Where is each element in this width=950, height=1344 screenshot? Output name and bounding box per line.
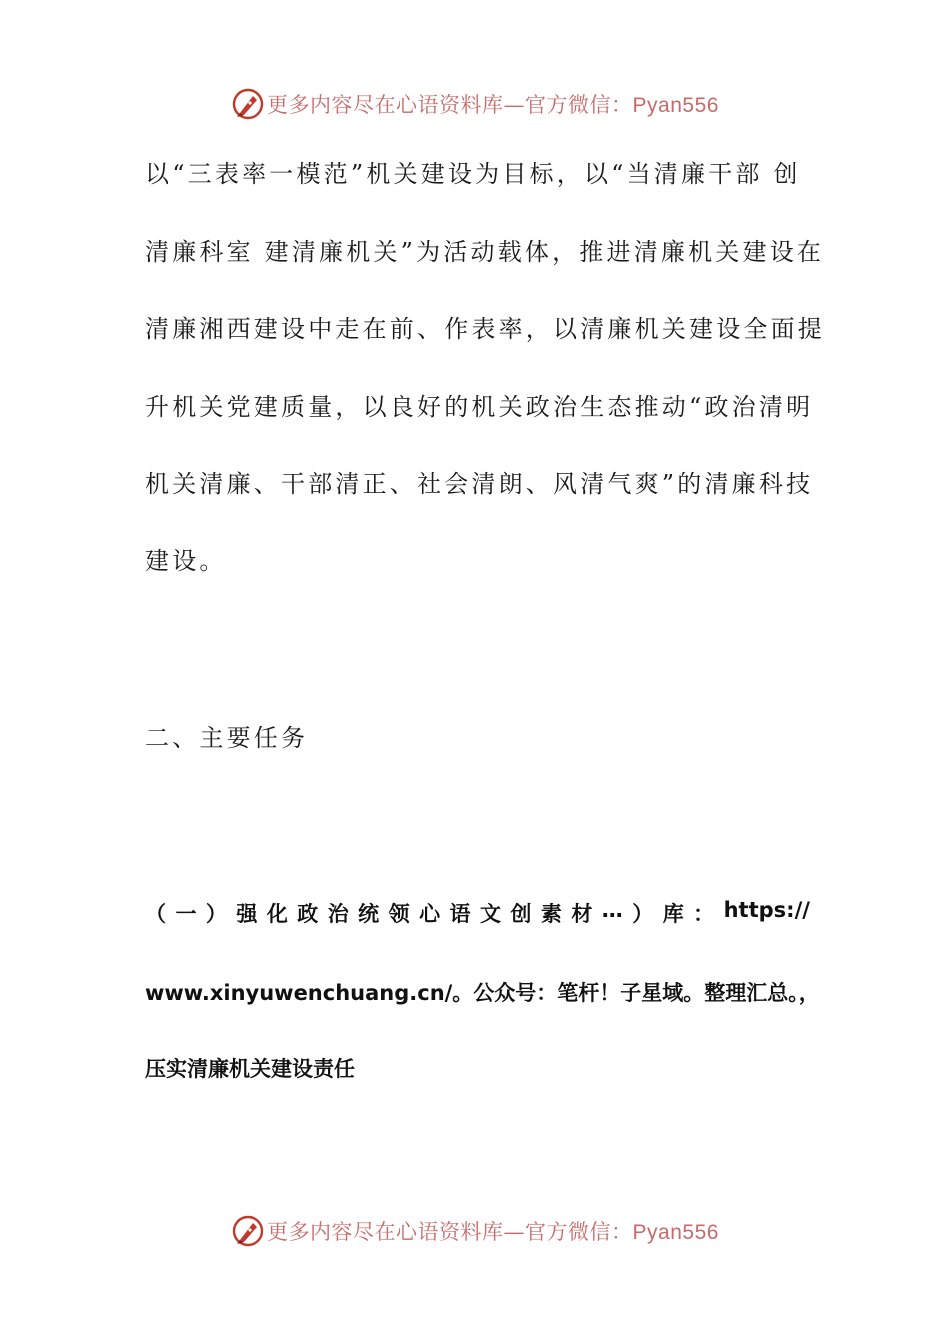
section-heading: 二、主要任务	[145, 724, 309, 752]
subsection-line-2: www.xinyuwenchuang.cn/。公众号：笔杆！子星域。整理汇总。，	[145, 981, 820, 1005]
paragraph-line-6: 建设。	[145, 547, 227, 575]
paragraph-line-5: 机关清廉、干部清正、社会清朗、风清气爽”的清廉科技	[145, 470, 814, 498]
paragraph-line-3: 清廉湘西建设中走在前、作表率，以清廉机关建设全面提	[145, 315, 825, 343]
paragraph-line-2: 清廉科室 建清廉机关”为活动载体，推进清廉机关建设在	[145, 238, 825, 266]
banner-label: 更多内容尽在心语资料库—官方微信：	[267, 1220, 633, 1244]
pen-nib-logo-icon	[231, 1214, 265, 1248]
header-watermark-banner	[0, 82, 950, 126]
paragraph-line-4: 升机关党建质量，以良好的机关政治生态推动“政治清明	[145, 393, 814, 421]
banner-label: 更多内容尽在心语资料库—官方微信：	[267, 93, 633, 117]
banner-wechat-id: Pyan556	[632, 1221, 719, 1244]
subsection-line-1: （ 一 ） 强 化 政 治 统 领 心 语 文 创 素 材 … ） 库 ： https://	[145, 898, 810, 926]
pen-nib-logo-icon	[231, 87, 265, 121]
paragraph-line-1: 以“三表率一模范”机关建设为目标，以“当清廉干部 创	[145, 160, 801, 188]
banner-text	[267, 1216, 719, 1246]
footer-watermark-banner	[0, 1209, 950, 1253]
banner-wechat-id: Pyan556	[632, 94, 719, 117]
subsection-line-3: 压实清廉机关建设责任	[145, 1057, 355, 1081]
banner-text	[267, 89, 719, 119]
